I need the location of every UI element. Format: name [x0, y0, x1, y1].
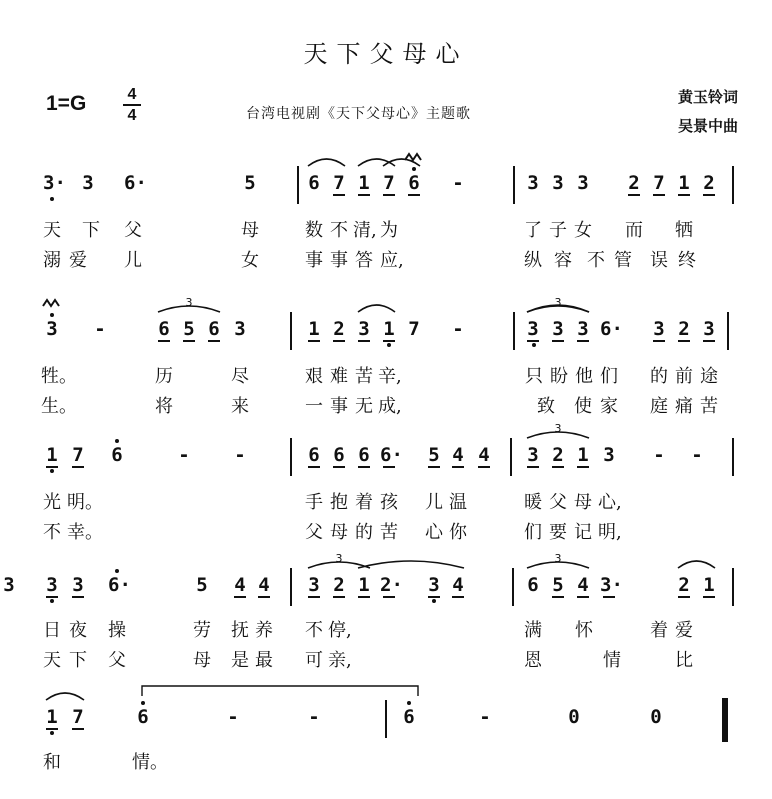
- lyric-line-verse1: [0, 748, 772, 774]
- lyric-syllable: 抱: [330, 492, 348, 513]
- note: 1: [574, 444, 592, 466]
- lyric-syllable: 亲,: [328, 650, 352, 671]
- note: 7: [380, 172, 398, 194]
- note: 2: [700, 172, 718, 194]
- note: 4: [449, 444, 467, 466]
- note: 2: [330, 574, 348, 596]
- lyric-syllable: 只: [525, 366, 543, 387]
- note: 5: [549, 574, 567, 596]
- time-signature: [119, 86, 145, 124]
- note: 5: [180, 318, 198, 340]
- lyric-syllable: 难: [330, 366, 348, 387]
- lyric-syllable: 牺: [675, 220, 693, 241]
- song-subtitle: 台湾电视剧《天下父母心》主题歌: [246, 106, 471, 122]
- lyric-syllable: 牲。: [41, 366, 77, 387]
- note: 6: [205, 318, 223, 340]
- note: 6·: [124, 172, 147, 194]
- note: 3: [577, 172, 589, 194]
- lyric-syllable: 误: [650, 250, 668, 271]
- triplet-bracket: [158, 306, 220, 312]
- lyric-syllable: 母: [574, 492, 592, 513]
- note: 6: [305, 444, 323, 466]
- lyric-syllable: 不: [587, 250, 605, 271]
- lyric-syllable: 儿: [425, 492, 443, 513]
- note: 3: [82, 172, 94, 194]
- note: -: [479, 706, 491, 728]
- slur-arc: [358, 305, 395, 312]
- lyric-syllable: 母: [193, 650, 211, 671]
- key-signature: 1=G: [46, 92, 87, 115]
- lyric-syllable: 儿: [124, 250, 142, 271]
- note: 4: [574, 574, 592, 596]
- song-title: 天下父母心: [303, 40, 469, 68]
- lyric-syllable: 天: [43, 650, 61, 671]
- triplet-mark: 3: [335, 552, 343, 565]
- lyric-syllable: 爱: [69, 250, 87, 271]
- lyric-syllable: 怀: [575, 620, 593, 641]
- note: 3: [574, 318, 592, 340]
- lyric-syllable: 劳: [193, 620, 211, 641]
- lyric-syllable: 苦: [355, 366, 373, 387]
- slur-arc: [383, 159, 420, 166]
- lyric-syllable: 光: [43, 492, 61, 513]
- lyric-line-verse2: [0, 518, 772, 544]
- time-signature-bar: [123, 104, 141, 106]
- slur-arc: [308, 159, 345, 166]
- lyric-syllable: 最: [255, 650, 273, 671]
- note: 3: [527, 172, 539, 194]
- lyric-syllable: 将: [155, 396, 173, 417]
- note: 4: [449, 574, 467, 596]
- lyric-syllable: 记: [574, 522, 592, 543]
- note: 0: [568, 706, 580, 728]
- lyric-line-verse1: [0, 216, 772, 242]
- note: -: [308, 706, 320, 728]
- lyric-syllable: 答: [355, 250, 373, 271]
- triplet-mark: 3: [554, 552, 562, 565]
- note: 4: [475, 444, 493, 466]
- lyric-syllable: 母: [330, 522, 348, 543]
- note: -: [94, 318, 106, 340]
- note: 5: [244, 172, 256, 194]
- note: 7: [650, 172, 668, 194]
- lyric-syllable: 情。: [132, 752, 168, 773]
- triplet-bracket: [527, 562, 589, 568]
- note: 6·: [380, 444, 403, 466]
- lyric-syllable: 夜: [69, 620, 87, 641]
- composer-credit: 吴景中曲: [677, 117, 738, 135]
- lyric-syllable: 们: [524, 522, 542, 543]
- lyric-syllable: 明,: [598, 522, 622, 543]
- note: 0: [650, 706, 662, 728]
- volta-bracket: [142, 686, 418, 696]
- note: -: [234, 444, 246, 466]
- triplet-mark: 3: [554, 422, 562, 435]
- lyric-syllable: 而: [625, 220, 643, 241]
- octave-dot: [115, 439, 119, 443]
- note: 6: [137, 706, 149, 728]
- lyric-syllable: 着: [650, 620, 668, 641]
- lyric-syllable: 数: [305, 220, 323, 241]
- note: 1: [700, 574, 718, 596]
- lyric-syllable: 容: [554, 250, 572, 271]
- triplet-bracket: [527, 306, 589, 312]
- note: 3: [46, 318, 58, 340]
- lyric-syllable: 的: [650, 366, 668, 387]
- lyric-syllable: 明。: [67, 492, 103, 513]
- lyric-syllable: 应,: [380, 250, 404, 271]
- note: 2: [675, 318, 693, 340]
- lyric-syllable: 事: [330, 396, 348, 417]
- barline: [510, 438, 512, 476]
- notation-row: [0, 574, 772, 604]
- note: 7: [330, 172, 348, 194]
- lyric-syllable: 不: [330, 220, 348, 241]
- note: 1: [355, 574, 373, 596]
- lyric-syllable: 养: [255, 620, 273, 641]
- lyric-syllable: 艰: [305, 366, 323, 387]
- lyric-syllable: 停,: [328, 620, 352, 641]
- note: 6: [403, 706, 415, 728]
- note: 3: [650, 318, 668, 340]
- lyric-syllable: 爱: [675, 620, 693, 641]
- note: -: [227, 706, 239, 728]
- lyric-syllable: 为: [380, 220, 398, 241]
- lyric-syllable: 是: [231, 650, 249, 671]
- notation-row: [0, 706, 772, 736]
- notation-row: [0, 172, 772, 202]
- lyric-syllable: 女: [574, 220, 592, 241]
- note: 1: [43, 706, 61, 728]
- note: 3: [524, 318, 542, 340]
- lyric-syllable: 来: [231, 396, 249, 417]
- slur-arc: [358, 561, 464, 568]
- lyric-syllable: 母: [241, 220, 259, 241]
- lyric-syllable: 不: [43, 522, 61, 543]
- lyric-syllable: 辛,: [378, 366, 402, 387]
- note: 3: [700, 318, 718, 340]
- lyric-syllable: 手: [305, 492, 323, 513]
- lyric-syllable: 子: [549, 220, 567, 241]
- note: 3·: [43, 172, 66, 194]
- note: 2: [625, 172, 643, 194]
- note: 6: [155, 318, 173, 340]
- lyric-syllable: 使: [574, 396, 592, 417]
- barline: [290, 312, 292, 350]
- lyric-syllable: 苦: [380, 522, 398, 543]
- note: 6: [111, 444, 123, 466]
- lyric-syllable: 清,: [353, 220, 377, 241]
- lyric-line-verse2: [0, 246, 772, 272]
- time-signature-bottom: 4: [127, 107, 137, 124]
- triplet-bracket: [308, 562, 370, 568]
- ornament-mark: [43, 300, 59, 306]
- note: 3: [425, 574, 443, 596]
- lyric-syllable: 父: [124, 220, 142, 241]
- lyric-syllable: 途: [700, 366, 718, 387]
- lyric-syllable: 抚: [231, 620, 249, 641]
- lyric-syllable: 孩: [380, 492, 398, 513]
- note: -: [452, 318, 464, 340]
- note: 6: [527, 574, 539, 596]
- lyric-syllable: 纵: [524, 250, 542, 271]
- lyric-syllable: 尽: [231, 366, 249, 387]
- triplet-mark: 3: [185, 296, 193, 309]
- note: 6: [330, 444, 348, 466]
- note: 3·: [600, 574, 623, 596]
- lyric-line-verse1: [0, 616, 772, 642]
- note: 1: [43, 444, 61, 466]
- barline: [290, 438, 292, 476]
- note: 2·: [380, 574, 403, 596]
- lyric-syllable: 要: [549, 522, 567, 543]
- note: 7: [69, 706, 87, 728]
- barline: [732, 438, 734, 476]
- lyric-syllable: 情: [603, 650, 621, 671]
- lyric-syllable: 生。: [41, 396, 77, 417]
- octave-dot: [50, 313, 54, 317]
- note: 2: [675, 574, 693, 596]
- barline: [512, 568, 514, 606]
- note: 1: [675, 172, 693, 194]
- barline: [385, 700, 387, 738]
- note: 3: [355, 318, 373, 340]
- lyric-syllable: 父: [549, 492, 567, 513]
- octave-dot: [407, 701, 411, 705]
- notation-row: [0, 444, 772, 474]
- lyric-syllable: 苦: [700, 396, 718, 417]
- lyric-syllable: 心,: [598, 492, 622, 513]
- lyric-syllable: 和: [43, 752, 61, 773]
- lyricist-credit: 黄玉铃词: [677, 88, 738, 106]
- lyric-syllable: 无: [355, 396, 373, 417]
- lyric-syllable: 成,: [378, 396, 402, 417]
- lyric-syllable: 心: [425, 522, 443, 543]
- lyric-syllable: 的: [355, 522, 373, 543]
- note: 1: [355, 172, 373, 194]
- note: 6·: [108, 574, 131, 596]
- note: 4: [231, 574, 249, 596]
- note: -: [653, 444, 665, 466]
- lyric-syllable: 前: [675, 366, 693, 387]
- slur-arc: [358, 159, 395, 166]
- lyric-line-verse1: [0, 488, 772, 514]
- lyric-syllable: 温: [449, 492, 467, 513]
- note: 6·: [600, 318, 623, 340]
- lyric-syllable: 女: [241, 250, 259, 271]
- note: 5: [425, 444, 443, 466]
- note: -: [178, 444, 190, 466]
- lyric-syllable: 家: [600, 396, 618, 417]
- triplet-bracket: [527, 432, 589, 438]
- lyric-syllable: 不: [305, 620, 323, 641]
- octave-dot: [141, 701, 145, 705]
- note: 3: [3, 574, 15, 596]
- lyric-syllable: 致: [537, 396, 555, 417]
- note: 3: [524, 444, 542, 466]
- lyric-syllable: 们: [600, 366, 618, 387]
- note: 3: [43, 574, 61, 596]
- lyric-syllable: 了: [524, 220, 542, 241]
- note: -: [452, 172, 464, 194]
- barline: [732, 166, 734, 204]
- lyric-syllable: 操: [108, 620, 126, 641]
- barline: [513, 312, 515, 350]
- notation-row: [0, 318, 772, 348]
- lyric-syllable: 你: [449, 522, 467, 543]
- note: 3: [234, 318, 246, 340]
- note: 4: [255, 574, 273, 596]
- triplet-mark: 3: [554, 296, 562, 309]
- barline: [297, 166, 299, 204]
- slur-arc: [46, 693, 84, 700]
- lyric-syllable: 暖: [524, 492, 542, 513]
- lyric-syllable: 比: [675, 650, 693, 671]
- lyric-syllable: 他: [575, 366, 593, 387]
- lyric-line-verse1: [0, 362, 772, 388]
- lyric-syllable: 父: [305, 522, 323, 543]
- slur-arc: [527, 305, 589, 312]
- lyric-syllable: 一: [305, 396, 323, 417]
- note: 3: [552, 172, 564, 194]
- lyric-syllable: 日: [43, 620, 61, 641]
- lyric-line-verse2: [0, 646, 772, 672]
- note: 3: [69, 574, 87, 596]
- lyric-syllable: 下: [82, 220, 100, 241]
- note: 1: [305, 318, 323, 340]
- barline: [513, 166, 515, 204]
- note: 7: [69, 444, 87, 466]
- time-signature-top: 4: [127, 86, 137, 103]
- note: 2: [330, 318, 348, 340]
- lyric-syllable: 历: [155, 366, 173, 387]
- lyric-syllable: 庭: [650, 396, 668, 417]
- lyric-syllable: 可: [305, 650, 323, 671]
- barline: [290, 568, 292, 606]
- lyric-syllable: 下: [69, 650, 87, 671]
- note: 3: [603, 444, 615, 466]
- lyric-syllable: 盼: [550, 366, 568, 387]
- lyric-syllable: 恩: [524, 650, 542, 671]
- lyric-syllable: 管: [614, 250, 632, 271]
- final-barline: [722, 698, 728, 742]
- lyric-syllable: 溺: [43, 250, 61, 271]
- note: 6: [308, 172, 320, 194]
- note: 6: [405, 172, 423, 194]
- lyric-syllable: 事: [330, 250, 348, 271]
- ornament-mark: [405, 154, 421, 160]
- note: 2: [549, 444, 567, 466]
- note: 7: [408, 318, 420, 340]
- barline: [732, 568, 734, 606]
- note: 3: [305, 574, 323, 596]
- lyric-line-verse2: [0, 392, 772, 418]
- note: 6: [355, 444, 373, 466]
- note: 3: [549, 318, 567, 340]
- lyric-syllable: 终: [678, 250, 696, 271]
- lyric-syllable: 事: [305, 250, 323, 271]
- lyric-syllable: 痛: [675, 396, 693, 417]
- note: -: [691, 444, 703, 466]
- lyric-syllable: 幸。: [67, 522, 103, 543]
- lyric-syllable: 父: [108, 650, 126, 671]
- slur-arc: [678, 561, 715, 568]
- octave-dot: [115, 569, 119, 573]
- octave-dot: [412, 167, 416, 171]
- note: 1: [380, 318, 398, 340]
- lyric-syllable: 着: [355, 492, 373, 513]
- note: 5: [196, 574, 208, 596]
- lyric-syllable: 天: [43, 220, 61, 241]
- barline: [727, 312, 729, 350]
- lyric-syllable: 满: [524, 620, 542, 641]
